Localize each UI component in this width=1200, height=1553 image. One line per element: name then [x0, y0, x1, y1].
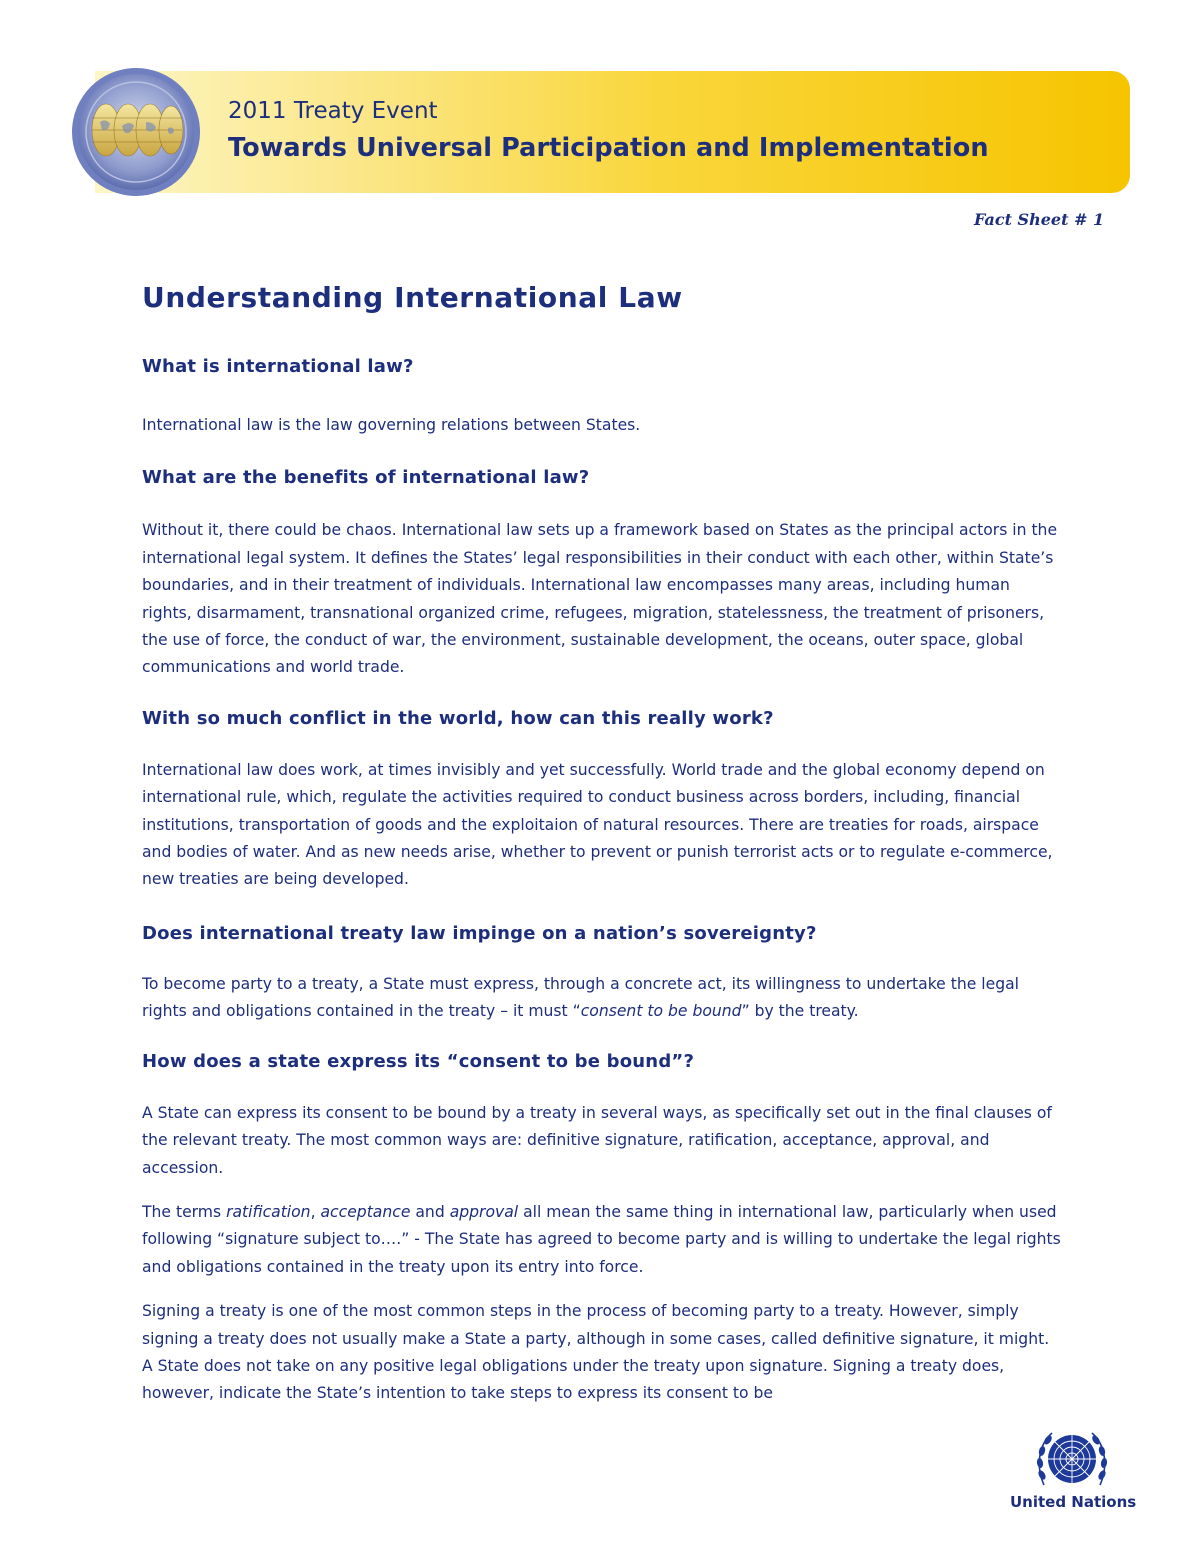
section-question: With so much conflict in the world, how can this really work? [142, 707, 774, 729]
paragraph-text: The terms [142, 1202, 227, 1221]
paragraph-text: To become party to a treaty, a State must express, through a concrete act, its willingness to undertake the legal rights and obligations contained in the treaty – it must “ [142, 974, 1019, 1021]
section-paragraph: Signing a treaty is one of the most common steps in the process of becoming party to a treaty. However, simply signing a treaty does not usually make a State a party, although in some cases, called definitive signature, it might. A State does not take on any positive legal obligations under the treaty upon signature. Signing a treaty does, however, indicate the State’s intention to take steps to express its consent to be [142, 1302, 1050, 1403]
section-question: How does a state express its “consent to be bound”? [142, 1050, 695, 1072]
section-paragraph: International law does work, at times invisibly and yet successfully. World trade and the global economy depend on international rule, which, regulate the activities required to conduct business across borders, including, financial institutions, transportation of goods and the exploitaion of natural resources. There are treaties for roads, airspace and bodies of water. And as new needs arise, whether to prevent or punish terrorist acts or to regulate e-commerce, new treaties are being developed. [142, 760, 1053, 889]
section-paragraph: A State can express its consent to be bound by a treaty in several ways, as specifically set out in the final clauses of the relevant treaty. The most common ways are: definitive signature, ratification, acceptance, approval, and accession. [142, 1103, 1052, 1177]
event-title: Towards Universal Participation and Implementation [228, 133, 989, 163]
italic-term: approval [449, 1202, 519, 1221]
fact-sheet-label: Fact Sheet # 1 [974, 210, 1105, 229]
globe-logo-icon [70, 66, 202, 198]
section-paragraph: International law is the law governing relations between States. [142, 416, 641, 434]
page-title: Understanding International Law [142, 281, 683, 314]
section-question: What are the benefits of international law? [142, 467, 590, 489]
paragraph-text: , [310, 1202, 321, 1221]
section-question: What is international law? [142, 356, 414, 377]
italic-term: consent to be bound [580, 1002, 742, 1021]
section-paragraph [142, 971, 1062, 1026]
event-year: 2011 Treaty Event [228, 98, 438, 124]
paragraph-text: ” by the treaty. [741, 1002, 859, 1021]
paragraph-text: all mean the same thing in international law, particularly when used following “signature subject to….” - The State has agreed to become party and is willing to undertake the legal rights and obligations contained in the treaty upon its entry into force. [142, 1202, 1061, 1276]
section-paragraph [142, 1199, 1062, 1281]
section-paragraph: Without it, there could be chaos. International law sets up a framework based on States as the principal actors in the international legal system. It defines the States’ legal responsibilities in their conduct with each other, within State’s boundaries, and in their treatment of individuals. International law encompasses many areas, including human rights, disarmament, transnational organized crime, refugees, migration, statelessness, the treatment of prisoners, the use of force, the conduct of war, the environment, sustainable development, the oceans, outer space, global communications and world trade. [142, 521, 1058, 677]
italic-term: ratification [226, 1202, 311, 1221]
header-banner [95, 71, 1130, 193]
section-question: Does international treaty law impinge on a nation’s sovereignty? [142, 922, 817, 944]
italic-term: acceptance [320, 1202, 411, 1221]
paragraph-text: and [410, 1202, 450, 1221]
document-body [142, 356, 1062, 1408]
un-emblem-icon [1034, 1427, 1110, 1491]
org-name: United Nations [1010, 1493, 1137, 1511]
